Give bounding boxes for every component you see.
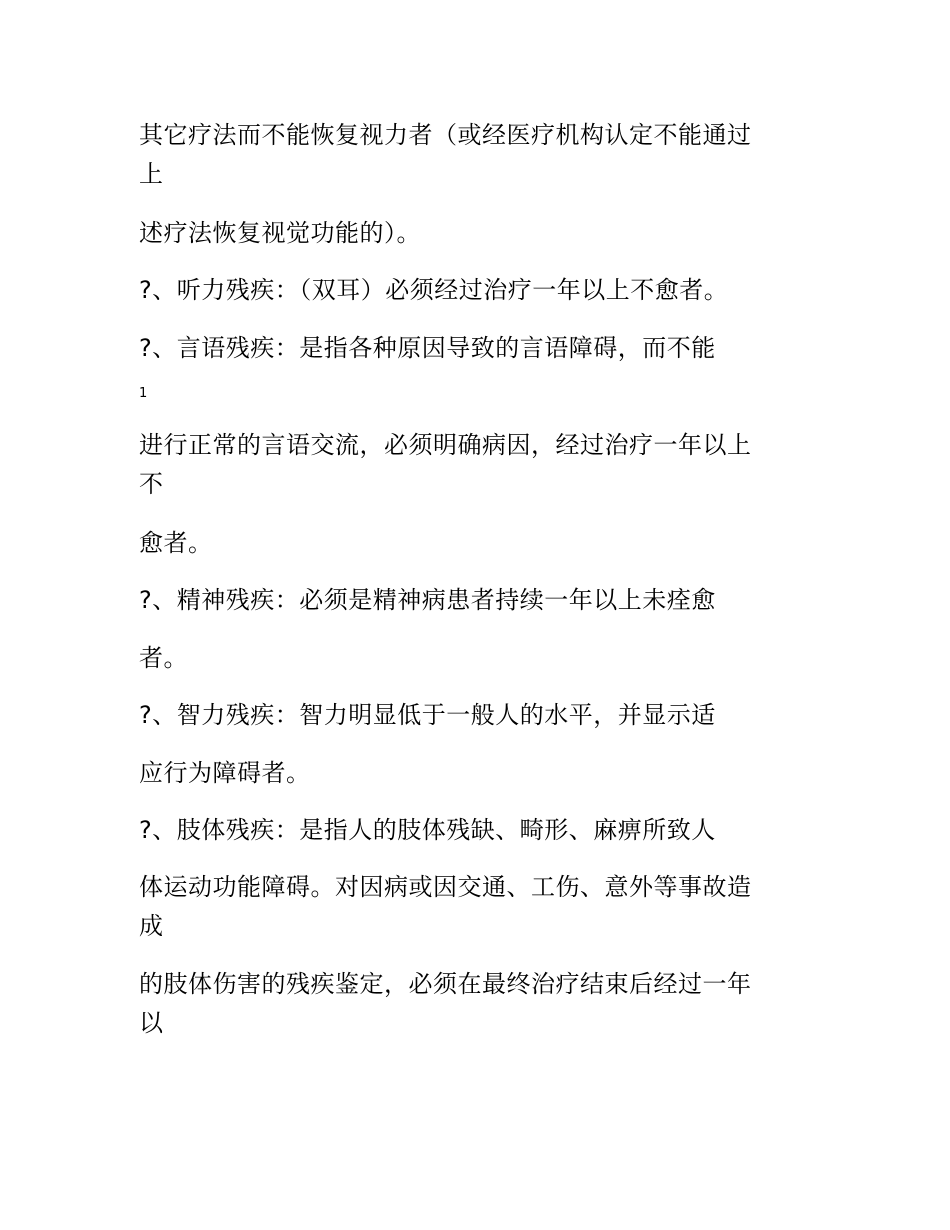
text-line: 应行为障碍者。 <box>139 759 311 787</box>
text-line: 进行正常的言语交流，必须明确病因，经过治疗一年以上 <box>139 431 752 459</box>
text-line: 其它疗法而不能恢复视力者（或经医疗机构认定不能通过 <box>139 121 752 149</box>
text-line: 者。 <box>139 644 188 672</box>
footnote-marker: 1 <box>139 386 148 401</box>
text-line: 上 <box>139 160 164 188</box>
text-line: ?、听力残疾：（双耳）必须经过治疗一年以上不愈者。 <box>139 276 729 304</box>
text-line: 不 <box>139 470 164 498</box>
text-line: 述疗法恢复视觉功能的）。 <box>139 219 421 247</box>
text-line: 的肢体伤害的残疾鉴定，必须在最终治疗结束后经过一年 <box>139 970 752 998</box>
text-line: ?、肢体残疾：是指人的肢体残缺、畸形、麻痹所致人 <box>139 816 716 844</box>
text-line: 成 <box>139 912 164 940</box>
text-line: ?、言语残疾：是指各种原因导致的言语障碍，而不能 <box>139 334 716 362</box>
text-line: ?、智力残疾：智力明显低于一般人的水平，并显示适 <box>139 701 716 729</box>
text-line: 愈者。 <box>139 529 213 557</box>
text-line: ?、精神残疾：必须是精神病患者持续一年以上未痊愈 <box>139 586 716 614</box>
text-line: 体运动功能障碍。对因病或因交通、工伤、意外等事故造 <box>139 873 752 901</box>
text-line: 以 <box>139 1009 164 1037</box>
